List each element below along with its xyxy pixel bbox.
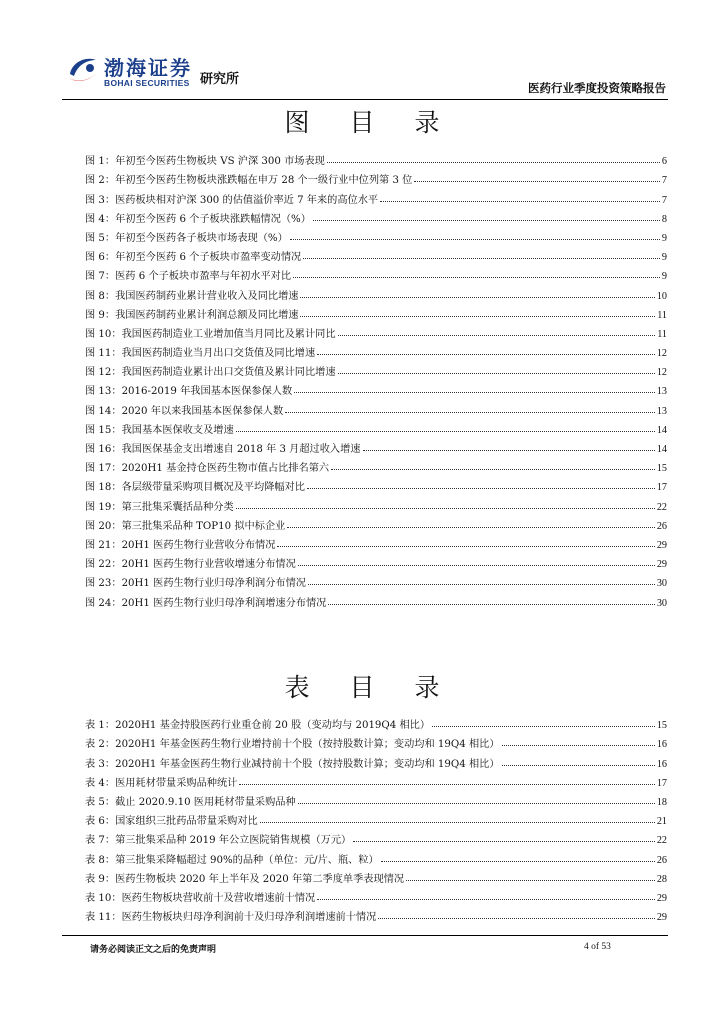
table-index-list: [85, 712, 667, 923]
table-index-entry-page: 28: [656, 873, 667, 885]
figure-index-entry-label: 图 3：医药板块相对沪深 300 的估值溢价率近 7 年来的高位水平: [85, 194, 379, 206]
dot-leader: [300, 316, 655, 317]
figure-index-entry-label: 图 7：医药 6 个子板块市盈率与年初水平对比: [85, 271, 292, 283]
figure-index-entry-label: 图 13：2016-2019 年我国基本医保参保人数: [85, 386, 293, 398]
figure-index-entry-page: 9: [661, 232, 667, 244]
table-index-entry-page: 17: [656, 777, 667, 789]
figure-index-entry[interactable]: [85, 359, 667, 378]
figure-index-entry-page: 26: [656, 520, 667, 532]
figure-index-entry[interactable]: [85, 167, 667, 186]
figure-index-entry[interactable]: [85, 244, 667, 263]
figure-index-entry-label: 图 21：20H1 医药生物行业营收分布情况: [85, 539, 276, 551]
figure-index-entry-label: 图 12：我国医药制造业累计出口交货值及累计同比增速: [85, 367, 336, 379]
figure-index-entry[interactable]: [85, 493, 667, 512]
table-index-entry[interactable]: [85, 808, 667, 827]
dot-leader: [287, 527, 655, 528]
figure-index-entry-page: 12: [656, 348, 667, 360]
page-header: [66, 50, 666, 100]
figure-index-title: 图 目 录: [284, 108, 456, 137]
table-index-entry[interactable]: [85, 770, 667, 789]
figure-index-entry-page: 29: [656, 539, 667, 551]
figure-index-entry-label: 图 15：我国基本医保收支及增速: [85, 424, 234, 436]
figure-index-entry-label: 图 2：年初至今医药生物板块涨跌幅在申万 28 个一级行业中位列第 3 位: [85, 175, 413, 187]
report-title: 医药行业季度投资策略报告: [528, 81, 666, 95]
figure-index-entry-page: 14: [656, 424, 667, 436]
dot-leader: [317, 899, 655, 900]
dot-leader: [381, 861, 655, 862]
figure-index-entry-page: 22: [656, 501, 667, 513]
dot-leader: [338, 335, 656, 336]
table-index-entry[interactable]: [85, 846, 667, 865]
dot-leader: [363, 450, 655, 451]
figure-index-entry[interactable]: [85, 340, 667, 359]
dot-leader: [239, 784, 654, 785]
logo-english-name: BOHAI SECURITIES: [104, 78, 190, 88]
figure-index-entry-page: 9: [661, 252, 667, 264]
dot-leader: [328, 604, 654, 605]
dot-leader: [353, 841, 655, 842]
dot-leader: [236, 431, 655, 432]
table-index-entry[interactable]: [85, 827, 667, 846]
table-index-title: 表 目 录: [284, 673, 456, 702]
figure-index-entry-page: 8: [661, 213, 667, 225]
table-index-entry-label: 表 4：医用耗材带量采购品种统计: [85, 777, 238, 789]
table-index-entry-label: 表 3：2020H1 年基金医药生物行业减持前十个股（按持股数计算；变动均和 19Q4 相比）: [85, 758, 500, 770]
figure-index-entry-label: 图 19：第三批集采囊括品种分类: [85, 501, 234, 513]
figure-index-entry[interactable]: [85, 474, 667, 493]
figure-index-entry-page: 11: [657, 309, 667, 321]
figure-index-entry[interactable]: [85, 513, 667, 532]
table-index-entry-page: 26: [656, 854, 667, 866]
table-index-entry[interactable]: [85, 731, 667, 750]
figure-index-entry-page: 30: [656, 597, 667, 609]
figure-index-entry[interactable]: [85, 397, 667, 416]
table-index-entry-label: 表 11：医药生物板块归母净利润前十及归母净利润增速前十情况: [85, 912, 377, 924]
figure-index-entry-page: 13: [656, 405, 667, 417]
table-index-entry-page: 21: [656, 816, 667, 828]
figure-index-entry[interactable]: [85, 186, 667, 205]
figure-index-entry-page: 11: [657, 328, 667, 340]
figure-index-entry-page: 10: [656, 290, 667, 302]
dot-leader: [331, 469, 655, 470]
table-index-entry-label: 表 2：2020H1 年基金医药生物行业增持前十个股（按持股数计算；变动均和 19Q4 相比）: [85, 739, 500, 751]
dot-leader: [317, 354, 655, 355]
figure-index-entry-page: 12: [656, 367, 667, 379]
table-index-entry[interactable]: [85, 789, 667, 808]
figure-index-entry-page: 13: [656, 386, 667, 398]
figure-index-entry-page: 7: [661, 194, 667, 206]
figure-index-entry-label: 图 20：第三批集采品种 TOP10 拟中标企业: [85, 520, 286, 532]
figure-index-entry-label: 图 9：我国医药制药业累计利润总额及同比增速: [85, 309, 299, 321]
page-indicator: 4 of 53: [584, 942, 611, 952]
dot-leader: [260, 822, 655, 823]
figure-index-entry-label: 图 14：2020 年以来我国基本医保参保人数: [85, 405, 284, 417]
table-index-entry-page: 22: [656, 835, 667, 847]
dot-leader: [432, 726, 655, 727]
figure-index-entry-label: 图 6：年初至今医药 6 个子板块市盈率变动情况: [85, 252, 302, 264]
figure-index-entry-page: 30: [656, 578, 667, 590]
figure-index-entry-label: 图 1：年初至今医药生物板块 VS 沪深 300 市场表现: [85, 156, 325, 168]
figure-index-entry[interactable]: [85, 532, 667, 551]
figure-index-entry-page: 29: [656, 559, 667, 571]
dot-leader: [327, 162, 660, 163]
dot-leader: [236, 508, 655, 509]
figure-index-entry-label: 图 24：20H1 医药生物行业归母净利润增速分布情况: [85, 597, 327, 609]
figure-index-entry-label: 图 11：我国医药制造业当月出口交货值及同比增速: [85, 348, 316, 360]
table-index-entry-label: 表 9：医药生物板块 2020 年上半年及 2020 年第二季度单季表现情况: [85, 873, 405, 885]
figure-index-entry-label: 图 8：我国医药制药业累计营业收入及同比增速: [85, 290, 299, 302]
dot-leader: [406, 880, 655, 881]
dot-leader: [378, 918, 655, 919]
figure-index-entry-page: 17: [656, 482, 667, 494]
table-index-entry-label: 表 7：第三批集采品种 2019 年公立医院销售规模（万元）: [85, 835, 352, 847]
table-index-entry-page: 15: [656, 720, 667, 732]
figure-index-entry[interactable]: [85, 282, 667, 301]
figure-index-entry[interactable]: [85, 436, 667, 455]
figure-index-entry-page: 6: [661, 156, 667, 168]
dot-leader: [277, 546, 654, 547]
dot-leader: [414, 181, 660, 182]
figure-index-entry-label: 图 16：我国医保基金支出增速自 2018 年 3 月超过收入增速: [85, 444, 361, 455]
figure-index-entry[interactable]: [85, 302, 667, 321]
figure-index-entry[interactable]: [85, 321, 667, 340]
figure-index-entry[interactable]: [85, 551, 667, 570]
logo-chinese-name: 渤海证券: [104, 56, 192, 80]
footer-divider: [62, 935, 668, 936]
bohai-logo-icon: [66, 52, 100, 86]
dot-leader: [502, 765, 655, 766]
figure-index-entry-label: 图 18：各层级带量采购项目概况及平均降幅对比: [85, 482, 305, 494]
table-index-entry-label: 表 5：截止 2020.9.10 医用耗材带量采购品种: [85, 796, 296, 808]
figure-index-list: [85, 148, 667, 609]
dot-leader: [313, 220, 660, 221]
figure-index-entry[interactable]: [85, 225, 667, 244]
figure-index-entry[interactable]: [85, 378, 667, 397]
figure-index-entry[interactable]: [85, 206, 667, 225]
figure-index-entry-page: 15: [656, 463, 667, 475]
footer-disclaimer: 请务必阅读正文之后的免责声明: [90, 945, 217, 955]
dot-leader: [307, 488, 655, 489]
figure-index-entry[interactable]: [85, 417, 667, 436]
table-index-entry[interactable]: [85, 712, 667, 731]
institute-label: 研究所: [200, 72, 240, 87]
dot-leader: [303, 258, 660, 259]
dot-leader: [293, 277, 660, 278]
figure-index-entry-page: 7: [661, 175, 667, 187]
table-index-entry-page: 18: [656, 796, 667, 808]
dot-leader: [380, 201, 660, 202]
dot-leader: [298, 803, 655, 804]
table-index-entry-label: 表 10：医药生物板块营收前十及营收增速前十情况: [85, 892, 316, 904]
table-index-entry[interactable]: [85, 866, 667, 885]
table-index-entry[interactable]: [85, 885, 667, 904]
table-index-entry-page: 16: [656, 758, 667, 770]
table-index-entry-label: 表 1：2020H1 基金持股医药行业重仓前 20 股（变动均与 2019Q4 相比）: [85, 720, 431, 732]
figure-index-entry-label: 图 23：20H1 医药生物行业归母净利润分布情况: [85, 578, 306, 590]
table-index-entry-label: 表 8：第三批集采降幅超过 90%的品种（单位：元/片、瓶、粒）: [85, 854, 379, 866]
dot-leader: [285, 412, 655, 413]
dot-leader: [298, 565, 655, 566]
table-index-entry-page: 16: [656, 739, 667, 751]
table-index-entry-page: 29: [656, 912, 667, 924]
header-divider: [62, 99, 668, 100]
figure-index-entry-label: 图 4：年初至今医药 6 个子板块涨跌幅情况（%）: [85, 213, 311, 225]
dot-leader: [294, 392, 655, 393]
figure-index-entry[interactable]: [85, 263, 667, 282]
figure-index-entry-label: 图 5：年初至今医药各子板块市场表现（%）: [85, 232, 288, 244]
table-index-entry-label: 表 6：国家组织三批药品带量采购对比: [85, 816, 258, 828]
figure-index-entry[interactable]: [85, 455, 667, 474]
table-index-entry[interactable]: [85, 904, 667, 923]
figure-index-entry-page: 9: [661, 271, 667, 283]
dot-leader: [300, 297, 654, 298]
figure-index-entry-label: 图 22：20H1 医药生物行业营收增速分布情况: [85, 559, 296, 571]
dot-leader: [338, 373, 655, 374]
figure-index-entry[interactable]: [85, 148, 667, 167]
figure-index-entry-label: 图 10：我国医药制造业工业增加值当月同比及累计同比: [85, 328, 336, 340]
table-index-entry[interactable]: [85, 750, 667, 769]
table-index-entry-page: 29: [656, 892, 667, 904]
dot-leader: [502, 745, 655, 746]
dot-leader: [308, 584, 655, 585]
figure-index-entry-label: 图 17：2020H1 基金持仓医药生物市值占比排名第六: [85, 463, 330, 475]
figure-index-entry[interactable]: [85, 589, 667, 608]
dot-leader: [290, 239, 660, 240]
figure-index-entry[interactable]: [85, 570, 667, 589]
figure-index-entry-page: 14: [656, 444, 667, 455]
